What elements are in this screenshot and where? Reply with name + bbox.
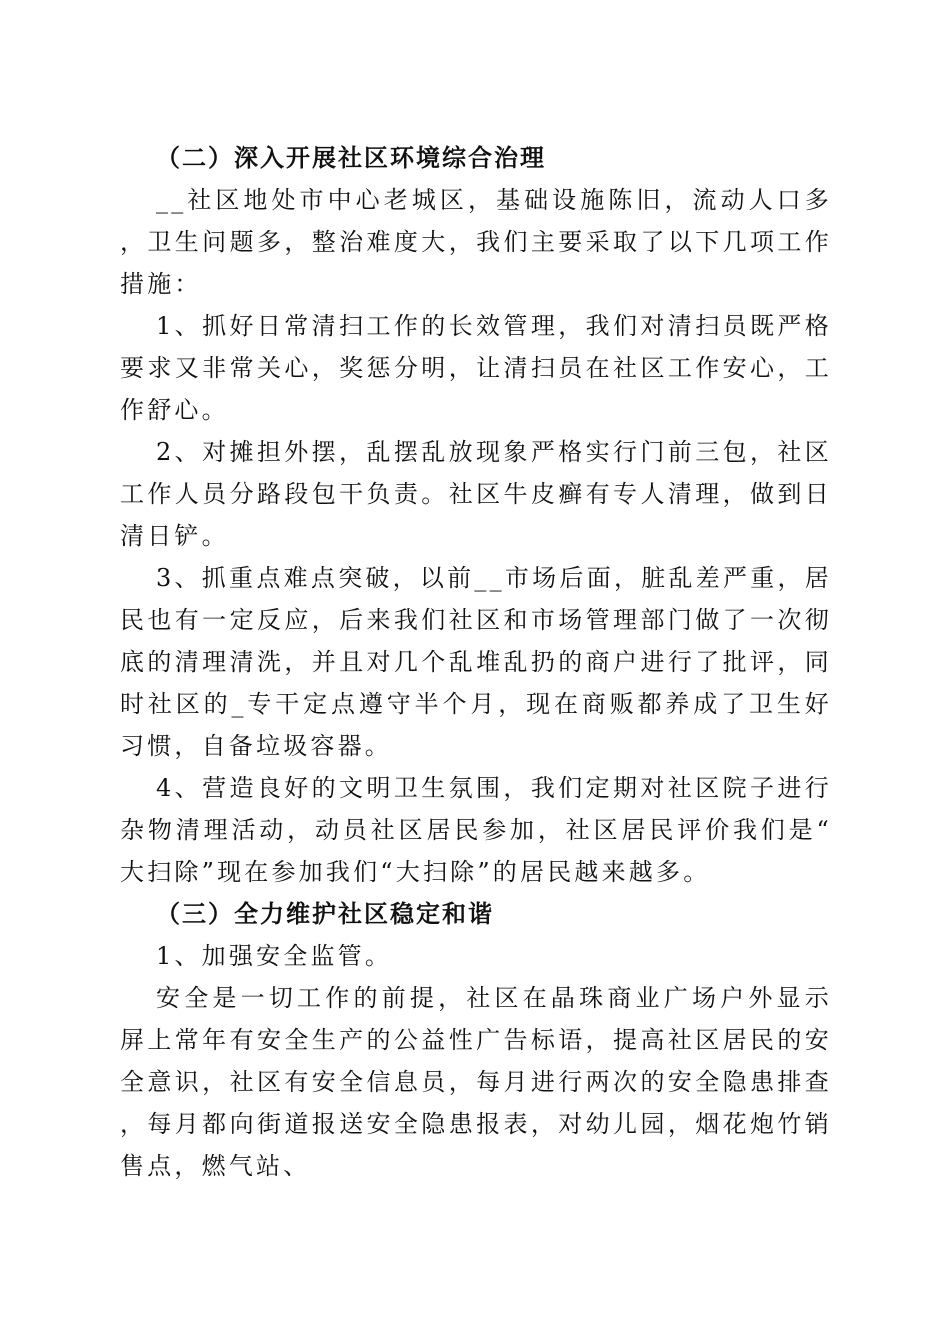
measure-paragraph-2: 2、对摊担外摆，乱摆乱放现象严格实行门前三包，社区工作人员分路段包干负责。社区牛皮癣有专人清理，做到日清日铲。	[120, 438, 832, 550]
document-body	[120, 137, 832, 1187]
safety-paragraph: 安全是一切工作的前提，社区在晶珠商业广场户外显示屏上常年有安全生产的公益性广告标语，提高社区居民的安全意识，社区有安全信息员，每月进行两次的安全隐患排查，每月都向街道报送安全隐患报表，对幼儿园，烟花炮竹销售点，燃气站、	[120, 984, 832, 1180]
subheading-safety: 1、加强安全监管。	[156, 942, 393, 970]
section-heading-2: （二）深入开展社区环境综合治理	[156, 143, 546, 172]
measure-paragraph-1: 1、抓好日常清扫工作的长效管理，我们对清扫员既严格要求又非常关心，奖惩分明，让清扫员在社区工作安心，工作舒心。	[120, 312, 832, 424]
measure-paragraph-3: 3、抓重点难点突破，以前__市场后面，脏乱差严重，居民也有一定反应，后来我们社区和市场管理部门做了一次彻底的清理清洗，并且对几个乱堆乱扔的商户进行了批评，同时社区的_专干定点遵守半个月，现在商贩都养成了卫生好习惯，自备垃圾容器。	[120, 564, 832, 760]
measure-paragraph-4: 4、营造良好的文明卫生氛围，我们定期对社区院子进行杂物清理活动，动员社区居民参加，社区居民评价我们是“大扫除”现在参加我们“大扫除”的居民越来越多。	[120, 774, 832, 886]
intro-paragraph: __社区地处市中心老城区，基础设施陈旧，流动人口多，卫生问题多，整治难度大，我们主要采取了以下几项工作措施：	[120, 186, 832, 298]
section-heading-3: （三）全力维护社区稳定和谐	[156, 899, 494, 928]
